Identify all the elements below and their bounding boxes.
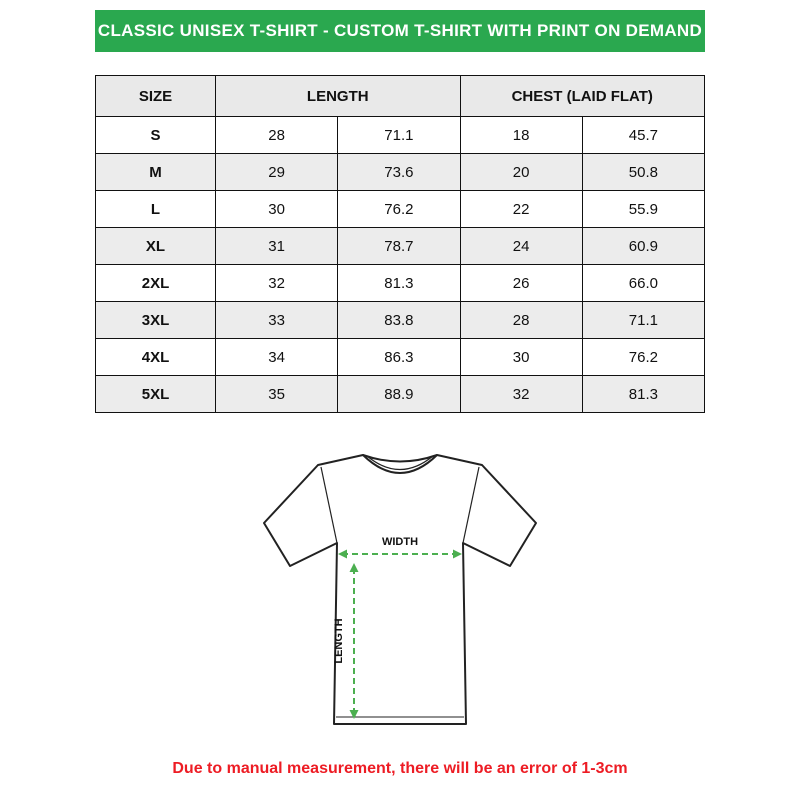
value-cell: 32	[460, 376, 582, 413]
value-cell: 28	[216, 117, 338, 154]
value-cell: 24	[460, 228, 582, 265]
value-cell: 86.3	[338, 339, 460, 376]
table-row	[96, 265, 705, 302]
col-header-length: LENGTH	[216, 76, 461, 117]
tshirt-diagram-svg	[250, 435, 550, 750]
value-cell: 33	[216, 302, 338, 339]
size-chart-body	[96, 117, 705, 413]
tshirt-measurement-diagram	[250, 435, 550, 750]
table-row	[96, 117, 705, 154]
size-cell: L	[96, 191, 216, 228]
size-cell: 4XL	[96, 339, 216, 376]
value-cell: 26	[460, 265, 582, 302]
value-cell: 73.6	[338, 154, 460, 191]
col-header-chest: CHEST (LAID FLAT)	[460, 76, 705, 117]
value-cell: 76.2	[338, 191, 460, 228]
value-cell: 71.1	[582, 302, 704, 339]
size-cell: 5XL	[96, 376, 216, 413]
table-row	[96, 376, 705, 413]
measurement-note: Due to manual measurement, there will be an error of 1-3cm	[172, 760, 628, 777]
value-cell: 78.7	[338, 228, 460, 265]
value-cell: 83.8	[338, 302, 460, 339]
value-cell: 81.3	[338, 265, 460, 302]
size-chart-table	[95, 75, 705, 413]
length-label: LENGTH	[333, 618, 345, 664]
value-cell: 45.7	[582, 117, 704, 154]
value-cell: 71.1	[338, 117, 460, 154]
size-cell: XL	[96, 228, 216, 265]
table-row	[96, 339, 705, 376]
value-cell: 35	[216, 376, 338, 413]
size-cell: 3XL	[96, 302, 216, 339]
value-cell: 30	[460, 339, 582, 376]
table-row	[96, 228, 705, 265]
value-cell: 55.9	[582, 191, 704, 228]
value-cell: 32	[216, 265, 338, 302]
value-cell: 88.9	[338, 376, 460, 413]
value-cell: 76.2	[582, 339, 704, 376]
value-cell: 28	[460, 302, 582, 339]
value-cell: 29	[216, 154, 338, 191]
page-title: CLASSIC UNISEX T-SHIRT - CUSTOM T-SHIRT WITH PRINT ON DEMAND	[97, 21, 703, 40]
size-cell: 2XL	[96, 265, 216, 302]
table-row	[96, 302, 705, 339]
title-banner	[95, 10, 705, 52]
value-cell: 34	[216, 339, 338, 376]
size-cell: S	[96, 117, 216, 154]
value-cell: 22	[460, 191, 582, 228]
value-cell: 31	[216, 228, 338, 265]
width-label: WIDTH	[381, 536, 419, 548]
value-cell: 50.8	[582, 154, 704, 191]
tshirt-outline	[264, 455, 536, 724]
table-row	[96, 154, 705, 191]
value-cell: 60.9	[582, 228, 704, 265]
value-cell: 30	[216, 191, 338, 228]
header-row	[96, 76, 705, 117]
col-header-size: SIZE	[96, 76, 216, 117]
value-cell: 20	[460, 154, 582, 191]
size-cell: M	[96, 154, 216, 191]
value-cell: 66.0	[582, 265, 704, 302]
value-cell: 18	[460, 117, 582, 154]
table-row	[96, 191, 705, 228]
value-cell: 81.3	[582, 376, 704, 413]
